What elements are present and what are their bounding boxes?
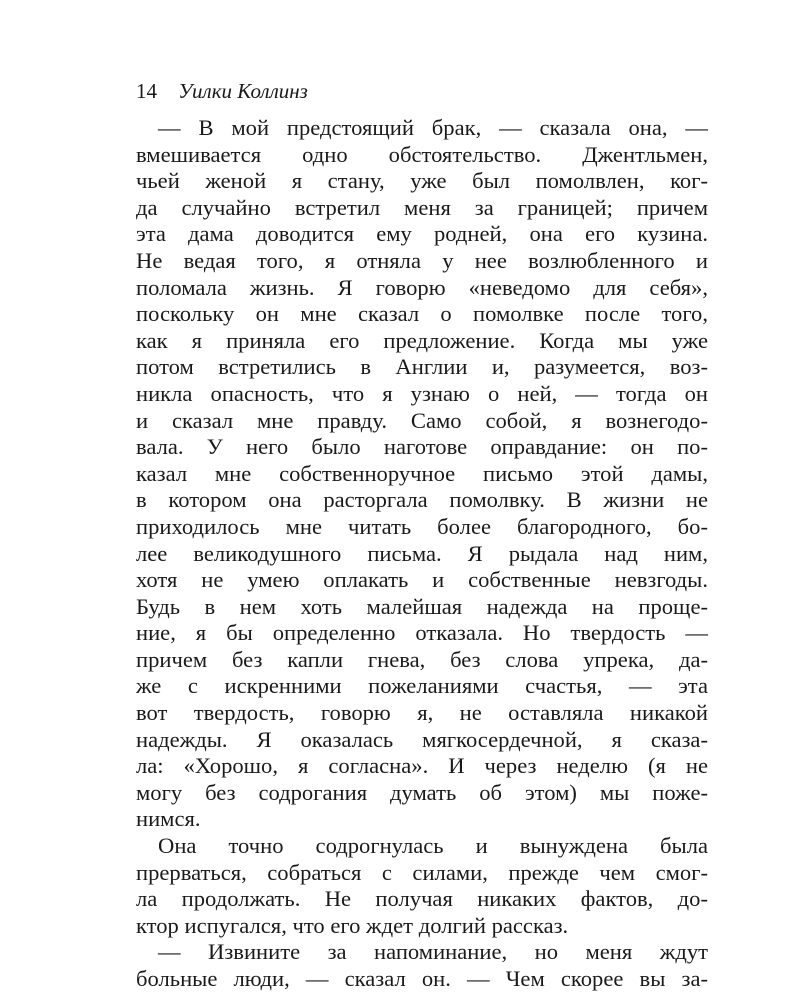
text-line: — В мой предстоящий брак, — сказала она, — [158,115,708,140]
text-line: вала. У него было наготове оправдание: он по- [136,434,708,460]
text-line: как я приняла его предложение. Когда мы уже [136,327,708,353]
text-line: в котором она расторгала помолвку. В жизни не [136,487,708,513]
text-line: потом встретились в Англии и, разумеется, воз- [136,354,708,380]
text-line: да случайно встретил меня за границей; причем [136,194,708,220]
text-line: приходилось мне читать более благородного, бо- [136,513,708,539]
text-line: поскольку он мне сказал о помолвке после того, [136,301,708,327]
text-line: и сказал мне правду. Само собой, я вознегодо- [136,407,708,433]
text-line: больные люди, — сказал он. — Чем скорее вы за- [136,966,708,991]
text-line: ние, я бы определенно отказала. Но твердость — [136,620,708,646]
text-line: казал мне собственноручное письмо этой дамы, [136,460,708,486]
text-line: Будь в нем хоть малейшая надежда на проще- [136,593,708,619]
text-line: — Извините за напоминание, но меня ждут [158,939,708,965]
body-text [136,115,708,993]
text-line: ла продолжать. Не получая никаких фактов, до- [136,886,708,912]
text-line: вот твердость, говорю я, не оставляла никакой [136,700,708,726]
text-line: эта дама доводится ему родней, она его кузина. [136,221,708,247]
text-line: поломала жизнь. Я говорю «неведомо для себя», [136,274,708,300]
text-line: Она точно содрогнулась и вынуждена была [158,833,708,859]
text-line: нимся. [136,806,201,832]
text-line: лее великодушного письма. Я рыдала над ним, [136,540,708,566]
text-line: же с искренними пожеланиями счастья, — эта [136,673,708,699]
text-line: Не ведая того, я отняла у нее возлюбленного и [136,247,708,273]
text-line: ктор испугался, что его ждет долгий рассказ. [136,912,569,938]
running-head-author: Уилки Коллинз [178,79,308,103]
text-line: надежды. Я оказалась мягкосердечной, я сказа- [136,726,708,752]
text-line: могу без содрогания думать об этом) мы поже- [136,779,708,805]
text-line: чьей женой я стану, уже был помолвлен, ког- [136,168,708,194]
text-line: никла опасность, что я узнаю о ней, — тогда он [136,380,708,406]
text-line: ла: «Хорошо, я согласна». И через неделю (я не [136,753,708,779]
page-number: 14 [136,79,157,103]
text-line: вмешивается одно обстоятельство. Джентльмен, [136,141,708,167]
text-line: причем без капли гнева, без слова упрека, да- [136,646,708,672]
text-line: прерваться, собраться с силами, прежде чем смог- [136,859,708,885]
text-line: хотя не умею оплакать и собственные невзгоды. [136,567,708,593]
running-head [136,78,308,104]
